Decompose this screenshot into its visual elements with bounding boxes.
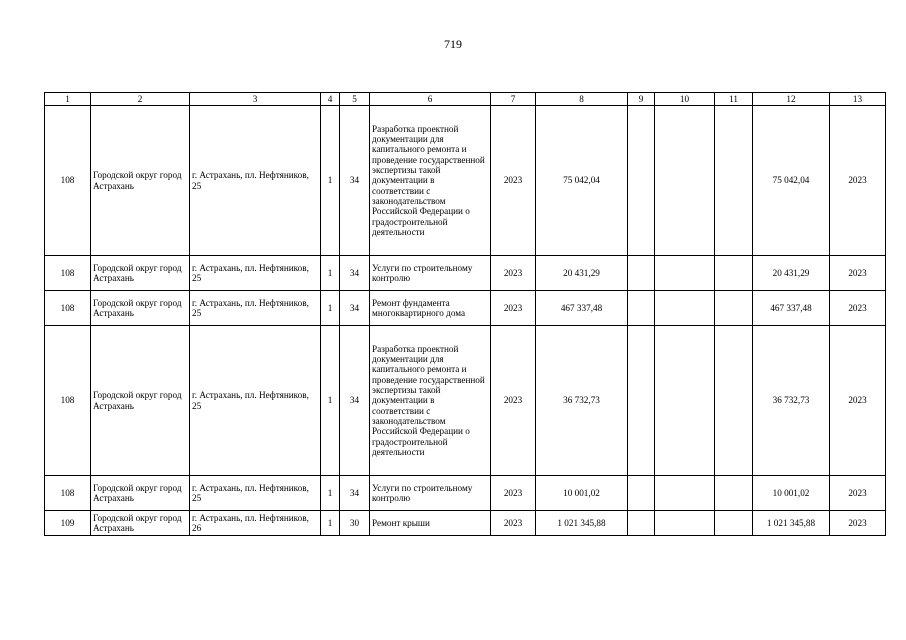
header-cell: 3 <box>190 93 321 106</box>
cell-col-11-value <box>715 511 753 536</box>
cell-col-10-value <box>655 256 715 291</box>
cell-col-10-value <box>655 511 715 536</box>
cell-address: г. Астрахань, пл. Нефтяников, 25 <box>190 291 321 326</box>
table-row <box>45 511 886 536</box>
cell-row-number: 108 <box>45 476 91 511</box>
cell-total-amount: 1 021 345,88 <box>753 511 830 536</box>
cell-address: г. Астрахань, пл. Нефтяников, 25 <box>190 106 321 256</box>
table-row <box>45 256 886 291</box>
cell-municipality: Городской округ город Астрахань <box>91 476 190 511</box>
cell-col-4-value: 1 <box>321 291 340 326</box>
cell-address: г. Астрахань, пл. Нефтяников, 25 <box>190 256 321 291</box>
cell-col-5-value: 30 <box>340 511 370 536</box>
header-cell: 4 <box>321 93 340 106</box>
cell-municipality: Городской округ город Астрахань <box>91 106 190 256</box>
cell-work-description: Услуги по строительному контролю <box>370 256 491 291</box>
cell-work-description: Ремонт фундамента многоквартирного дома <box>370 291 491 326</box>
cell-col-11-value <box>715 106 753 256</box>
cell-col-4-value: 1 <box>321 476 340 511</box>
cell-completion-year: 2023 <box>830 511 886 536</box>
cell-year: 2023 <box>491 256 536 291</box>
cell-col-5-value: 34 <box>340 476 370 511</box>
cell-total-amount: 75 042,04 <box>753 106 830 256</box>
cell-address: г. Астрахань, пл. Нефтяников, 25 <box>190 326 321 476</box>
cell-col-5-value: 34 <box>340 326 370 476</box>
cell-col-9-value <box>628 476 655 511</box>
header-cell: 2 <box>91 93 190 106</box>
cell-col-11-value <box>715 256 753 291</box>
cell-col-10-value <box>655 106 715 256</box>
cell-col-5-value: 34 <box>340 256 370 291</box>
cell-address: г. Астрахань, пл. Нефтяников, 26 <box>190 511 321 536</box>
cell-year: 2023 <box>491 106 536 256</box>
header-cell: 9 <box>628 93 655 106</box>
cell-col-4-value: 1 <box>321 106 340 256</box>
cell-col-9-value <box>628 291 655 326</box>
cell-municipality: Городской округ город Астрахань <box>91 511 190 536</box>
header-row <box>45 93 886 106</box>
cell-total-amount: 36 732,73 <box>753 326 830 476</box>
cell-col-10-value <box>655 326 715 476</box>
header-cell: 13 <box>830 93 886 106</box>
cell-work-description: Ремонт крыши <box>370 511 491 536</box>
cell-col-11-value <box>715 326 753 476</box>
cell-col-5-value: 34 <box>340 106 370 256</box>
cell-col-9-value <box>628 256 655 291</box>
cell-col-9-value <box>628 326 655 476</box>
cell-municipality: Городской округ город Астрахань <box>91 256 190 291</box>
cell-amount: 467 337,48 <box>536 291 628 326</box>
header-cell: 7 <box>491 93 536 106</box>
cell-work-description: Разработка проектной документации для капитального ремонта и проведение государственной экспертизы такой документации в соответствии с законодательством Российской Федерации о градостроительной деятельности <box>370 326 491 476</box>
header-cell: 12 <box>753 93 830 106</box>
cell-amount: 1 021 345,88 <box>536 511 628 536</box>
cell-amount: 20 431,29 <box>536 256 628 291</box>
cell-completion-year: 2023 <box>830 106 886 256</box>
cell-amount: 75 042,04 <box>536 106 628 256</box>
header-cell: 8 <box>536 93 628 106</box>
table-row <box>45 476 886 511</box>
cell-total-amount: 20 431,29 <box>753 256 830 291</box>
cell-col-4-value: 1 <box>321 256 340 291</box>
table-row <box>45 326 886 476</box>
cell-year: 2023 <box>491 291 536 326</box>
cell-total-amount: 467 337,48 <box>753 291 830 326</box>
cell-row-number: 108 <box>45 106 91 256</box>
page-number: 719 <box>444 37 462 51</box>
cell-row-number: 108 <box>45 326 91 476</box>
cell-col-10-value <box>655 476 715 511</box>
cell-completion-year: 2023 <box>830 291 886 326</box>
header-cell: 5 <box>340 93 370 106</box>
cell-year: 2023 <box>491 511 536 536</box>
cell-total-amount: 10 001,02 <box>753 476 830 511</box>
cell-row-number: 109 <box>45 511 91 536</box>
table-row <box>45 106 886 256</box>
cell-municipality: Городской округ город Астрахань <box>91 326 190 476</box>
header-cell: 10 <box>655 93 715 106</box>
cell-amount: 36 732,73 <box>536 326 628 476</box>
cell-work-description: Разработка проектной документации для капитального ремонта и проведение государственной экспертизы такой документации в соответствии с законодательством Российской Федерации о градостроительной деятельности <box>370 106 491 256</box>
table-row <box>45 291 886 326</box>
cell-completion-year: 2023 <box>830 476 886 511</box>
cell-row-number: 108 <box>45 291 91 326</box>
header-cell: 11 <box>715 93 753 106</box>
cell-row-number: 108 <box>45 256 91 291</box>
header-cell: 6 <box>370 93 491 106</box>
cell-address: г. Астрахань, пл. Нефтяников, 25 <box>190 476 321 511</box>
cell-year: 2023 <box>491 476 536 511</box>
cell-col-9-value <box>628 106 655 256</box>
header-cell: 1 <box>45 93 91 106</box>
cell-completion-year: 2023 <box>830 326 886 476</box>
cell-completion-year: 2023 <box>830 256 886 291</box>
cell-municipality: Городской округ город Астрахань <box>91 291 190 326</box>
cell-amount: 10 001,02 <box>536 476 628 511</box>
cell-col-11-value <box>715 291 753 326</box>
cell-col-10-value <box>655 291 715 326</box>
cell-col-5-value: 34 <box>340 291 370 326</box>
cell-col-4-value: 1 <box>321 326 340 476</box>
cell-col-11-value <box>715 476 753 511</box>
cell-work-description: Услуги по строительному контролю <box>370 476 491 511</box>
register-table <box>44 92 886 536</box>
cell-col-4-value: 1 <box>321 511 340 536</box>
cell-col-9-value <box>628 511 655 536</box>
cell-year: 2023 <box>491 326 536 476</box>
